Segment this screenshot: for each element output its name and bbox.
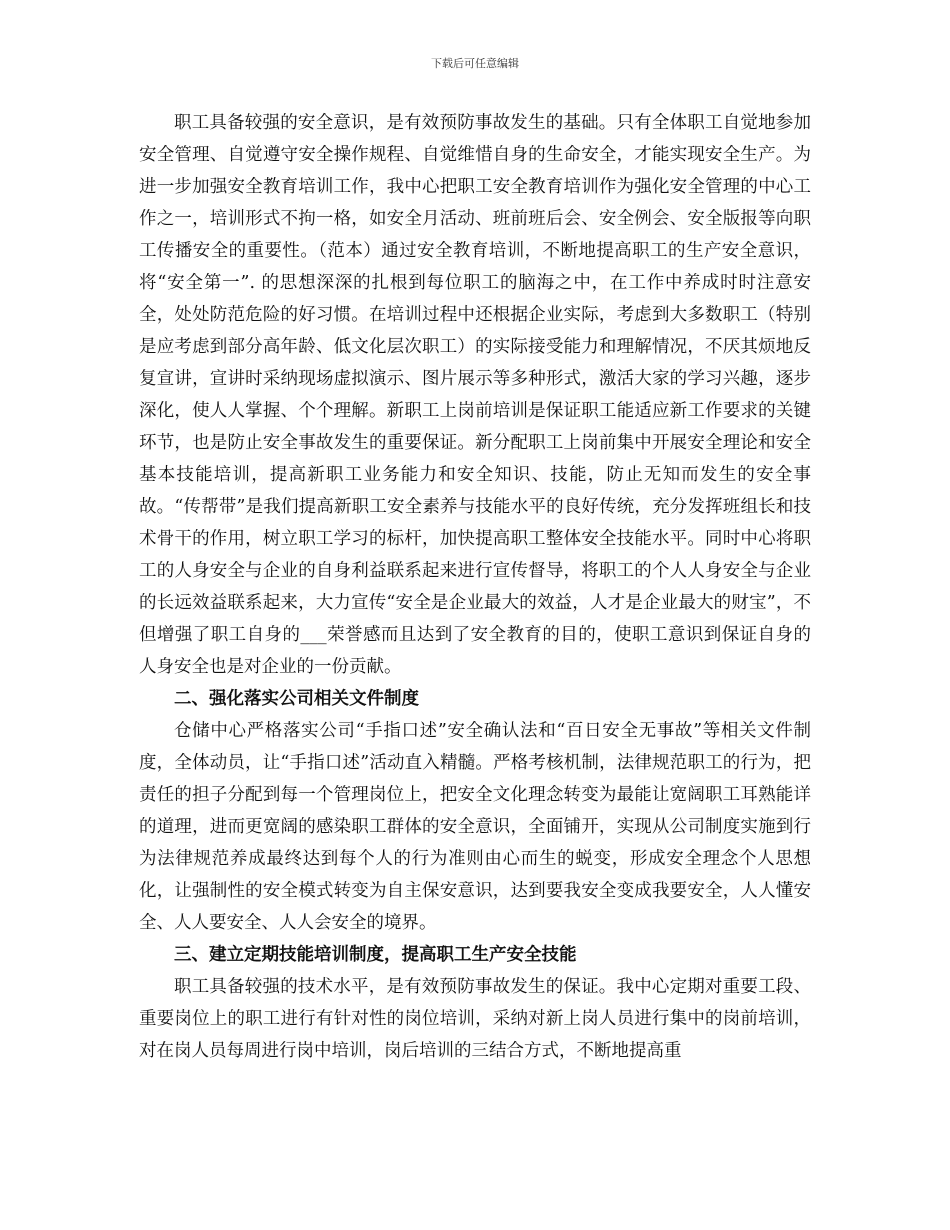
- section-heading-3: 三、建立定期技能培训制度，提高职工生产安全技能: [174, 945, 577, 965]
- document-body: [139, 107, 811, 1067]
- paragraph-safety-awareness: 职工具备较强的安全意识，是有效预防事故发生的基础。只有全体职工自觉地参加安全管理、自觉遵守安全操作规程、自觉维惜自身的生命安全，才能实现安全生产。为进一步加强安全教育培训工作，我中心把职工安全教育培训作为强化安全管理的中心工作之一，培训形式不拘一格，如安全月活动、班前班后会、安全例会、安全版报等向职工传播安全的重要性。（范本）通过安全教育培训，不断地提高职工的生产安全意识，将“安全第一”. 的思想深深的扎根到每位职工的脑海之中，在工作中养成时时注意安全，处处防范危险的好习惯。在培训过程中还根据企业实际，考虑到大多数职工（特别是应考虑到部分高年龄、低文化层次职工）的实际接受能力和理解情况，不厌其烦地反复宣讲，宣讲时采纳现场虚拟演示、图片展示等多种形式，激活大家的学习兴趣，逐步深化，使人人掌握、个个理解。新职工上岗前培训是保证职工能适应新工作要求的关键环节，也是防止安全事故发生的重要保证。新分配职工上岗前集中开展安全理论和安全基本技能培训，提高新职工业务能力和安全知识、技能，防止无知而发生的安全事故。“传帮带”是我们提高新职工安全素养与技能水平的良好传统，充分发挥班组长和技术骨干的作用，树立职工学习的标杆，加快提高职工整体安全技能水平。同时中心将职工的人身安全与企业的自身利益联系起来进行宣传督导，将职工的个人人身安全与企业的长远效益联系起来，大力宣传“安全是企业最大的效益，人才是企业最大的财宝”，不但增强了职工自身的___荣誉感而且达到了安全教育的目的，使职工意识到保证自身的人身安全也是对企业的一份贡献。: [139, 113, 811, 677]
- paragraph-skill-training: 职工具备较强的技术水平，是有效预防事故发生的保证。我中心定期对重要工段、重要岗位上的职工进行有针对性的岗位培训，采纳对新上岗人员进行集中的岗前培训，对在岗人员每周进行岗中培训，岗后培训的三结合方式，不断地提高重: [139, 977, 811, 1061]
- section-heading-2: 二、强化落实公司相关文件制度: [174, 689, 419, 709]
- page-header: 下载后可任意编辑: [431, 57, 519, 70]
- paragraph-file-system: 仓储中心严格落实公司“手指口述”安全确认法和“百日安全无事故”等相关文件制度，全体动员，让“手指口述”活动直入精髓。严格考核机制，法律规范职工的行为，把责任的担子分配到每一个管理岗位上，把安全文化理念转变为最能让宽阔职工耳熟能详的道理，进而更宽阔的感染职工群体的安全意识，全面铺开，实现从公司制度实施到行为法律规范养成最终达到每个人的行为准则由心而生的蜕变，形成安全理念个人思想化，让强制性的安全模式转变为自主保安意识，达到要我安全变成我要安全，人人懂安全、人人要安全、人人会安全的境界。: [139, 721, 811, 933]
